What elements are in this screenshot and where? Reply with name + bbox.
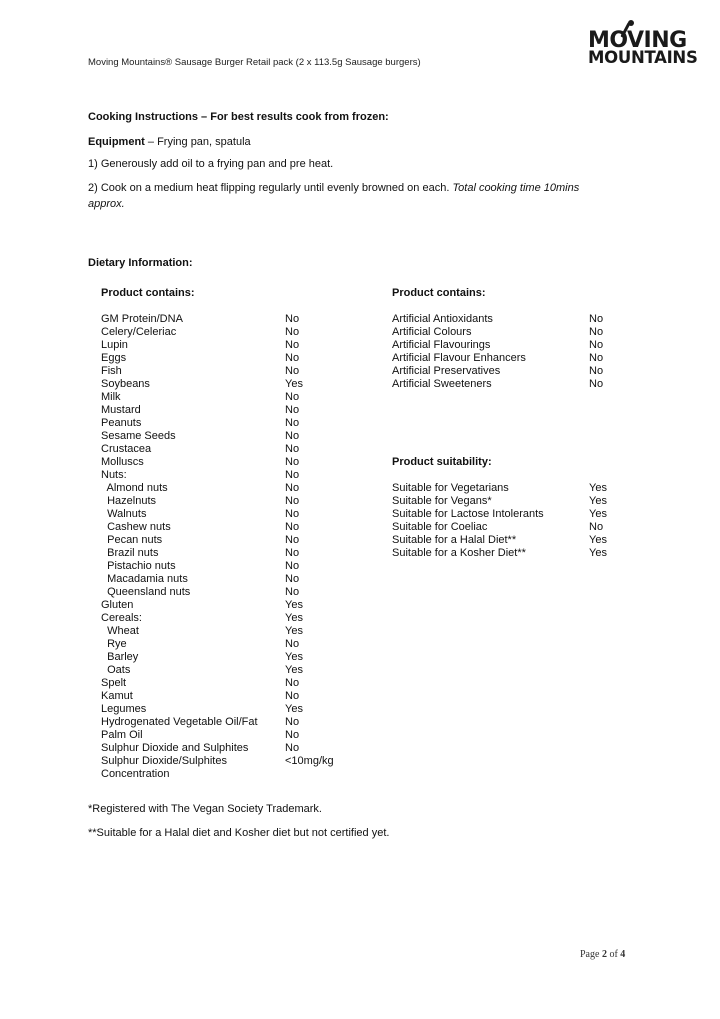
allergen-value: No xyxy=(285,573,300,585)
allergen-name: Sulphur Dioxide and Sulphites xyxy=(101,742,249,754)
allergen-name: Wheat xyxy=(101,625,139,637)
allergen-value: Yes xyxy=(285,703,303,715)
additive-value: No xyxy=(589,326,604,338)
allergen-name: Spelt xyxy=(101,677,127,689)
allergen-name: Milk xyxy=(101,391,121,403)
footnote-vegan: *Registered with The Vegan Society Trademark. xyxy=(88,803,322,815)
allergen-value: No xyxy=(285,365,300,377)
allergen-value: No xyxy=(285,560,300,572)
allergen-value: No xyxy=(285,521,300,533)
suitability-name: Suitable for a Kosher Diet** xyxy=(392,547,526,559)
page-word: Page xyxy=(580,949,602,960)
cooking-step-2-text: 2) Cook on a medium heat flipping regularly until evenly browned on each. xyxy=(88,182,453,194)
allergen-value: No xyxy=(285,339,300,351)
logo-line-1: MOVING xyxy=(588,28,687,53)
allergen-name: Peanuts xyxy=(101,417,142,429)
allergen-value: Yes xyxy=(285,378,303,390)
allergen-value: No xyxy=(285,547,300,559)
suitability-name: Suitable for Lactose Intolerants xyxy=(392,508,544,520)
allergen-value: Yes xyxy=(285,651,303,663)
allergen-name: Cashew nuts xyxy=(101,521,171,533)
additive-name: Artificial Sweeteners xyxy=(392,378,492,390)
allergen-value: No xyxy=(285,443,300,455)
allergen-name: Crustacea xyxy=(101,443,152,455)
allergen-name: Kamut xyxy=(101,690,133,702)
allergen-name: Walnuts xyxy=(101,508,147,520)
allergen-value: No xyxy=(285,391,300,403)
equipment-text: – Frying pan, spatula xyxy=(144,136,251,148)
allergen-value: Yes xyxy=(285,625,303,637)
additive-value: No xyxy=(589,378,604,390)
allergen-value: No xyxy=(285,534,300,546)
allergen-value: <10mg/kg xyxy=(285,755,334,767)
allergen-value: Yes xyxy=(285,612,303,624)
allergen-value: No xyxy=(285,469,300,481)
allergen-name: Rye xyxy=(101,638,127,650)
allergen-name: Mustard xyxy=(101,404,141,416)
equipment-label: Equipment xyxy=(88,136,145,148)
allergen-value: No xyxy=(285,508,300,520)
suitability-name: Suitable for a Halal Diet** xyxy=(392,534,517,546)
allergen-name: Cereals: xyxy=(101,612,142,624)
cooking-step-1: 1) Generously add oil to a frying pan and pre heat. xyxy=(88,158,334,170)
allergen-value: No xyxy=(285,313,300,325)
page-number xyxy=(580,949,625,960)
cooking-heading: Cooking Instructions – For best results cook from frozen: xyxy=(88,111,389,123)
document-title: Moving Mountains® Sausage Burger Retail pack (2 x 113.5g Sausage burgers) xyxy=(88,57,421,68)
allergen-value: No xyxy=(285,729,300,741)
allergen-name: Macadamia nuts xyxy=(101,573,188,585)
allergen-name: Pistachio nuts xyxy=(101,560,176,572)
page-current: 2 xyxy=(601,949,607,960)
suitability-heading: Product suitability: xyxy=(392,456,492,468)
allergen-value: No xyxy=(285,586,300,598)
allergen-value: Yes xyxy=(285,664,303,676)
suitability-value: No xyxy=(589,521,604,533)
allergen-value: No xyxy=(285,716,300,728)
additive-name: Artificial Flavour Enhancers xyxy=(392,352,526,364)
allergen-name: Pecan nuts xyxy=(101,534,163,546)
allergen-name: Hazelnuts xyxy=(101,495,157,507)
allergen-name: Legumes xyxy=(101,703,147,715)
additive-name: Artificial Preservatives xyxy=(392,365,501,377)
cooking-time-b: approx. xyxy=(88,198,125,210)
allergen-name: Concentration xyxy=(101,768,170,780)
allergen-name: Molluscs xyxy=(101,456,144,468)
cooking-time-a: Total cooking time 10mins xyxy=(452,182,580,194)
allergen-name: Palm Oil xyxy=(101,729,143,741)
allergen-name: Sesame Seeds xyxy=(101,430,176,442)
allergen-name: Celery/Celeriac xyxy=(101,326,177,338)
allergen-value: No xyxy=(285,326,300,338)
dietary-heading: Dietary Information: xyxy=(88,257,193,269)
allergen-name: Gluten xyxy=(101,599,134,611)
allergen-value: No xyxy=(285,638,300,650)
allergen-value: No xyxy=(285,690,300,702)
allergen-name: Sulphur Dioxide/Sulphites xyxy=(101,755,227,767)
allergen-name: Nuts: xyxy=(101,469,127,481)
left-contains-heading: Product contains: xyxy=(101,287,195,299)
suitability-value: Yes xyxy=(589,508,607,520)
right-contains-heading: Product contains: xyxy=(392,287,486,299)
additive-name: Artificial Colours xyxy=(392,326,472,338)
logo-line-2: MOUNTAINS xyxy=(588,48,698,67)
page-of: of xyxy=(606,949,621,960)
allergen-value: No xyxy=(285,404,300,416)
additive-value: No xyxy=(589,313,604,325)
allergen-name: Hydrogenated Vegetable Oil/Fat xyxy=(101,716,258,728)
allergen-value: No xyxy=(285,456,300,468)
allergen-value: No xyxy=(285,495,300,507)
additive-value: No xyxy=(589,365,604,377)
allergen-value: No xyxy=(285,430,300,442)
allergen-name: Brazil nuts xyxy=(101,547,159,559)
allergen-name: GM Protein/DNA xyxy=(101,313,183,325)
allergen-value: No xyxy=(285,482,300,494)
cooking-step-2 xyxy=(88,180,628,212)
allergen-name: Oats xyxy=(101,664,131,676)
equipment-line xyxy=(88,136,251,148)
allergen-name: Soybeans xyxy=(101,378,150,390)
allergen-value: No xyxy=(285,417,300,429)
suitability-name: Suitable for Coeliac xyxy=(392,521,488,533)
suitability-name: Suitable for Vegetarians xyxy=(392,482,509,494)
allergen-value: No xyxy=(285,677,300,689)
allergen-name: Fish xyxy=(101,365,122,377)
suitability-value: Yes xyxy=(589,547,607,559)
additive-name: Artificial Flavourings xyxy=(392,339,491,351)
allergen-value: No xyxy=(285,352,300,364)
allergen-name: Barley xyxy=(101,651,139,663)
allergen-value: Yes xyxy=(285,599,303,611)
allergen-value: No xyxy=(285,742,300,754)
moving-mountains-logo xyxy=(588,26,700,70)
suitability-name: Suitable for Vegans* xyxy=(392,495,492,507)
allergen-name: Eggs xyxy=(101,352,127,364)
footnote-halal-kosher: **Suitable for a Halal diet and Kosher diet but not certified yet. xyxy=(88,827,390,839)
suitability-value: Yes xyxy=(589,482,607,494)
allergen-name: Lupin xyxy=(101,339,128,351)
allergen-name: Queensland nuts xyxy=(101,586,191,598)
suitability-value: Yes xyxy=(589,495,607,507)
additive-value: No xyxy=(589,339,604,351)
fork-head-icon xyxy=(628,20,634,26)
additive-value: No xyxy=(589,352,604,364)
page-total: 4 xyxy=(620,949,626,960)
suitability-value: Yes xyxy=(589,534,607,546)
allergen-name: Almond nuts xyxy=(101,482,168,494)
additive-name: Artificial Antioxidants xyxy=(392,313,493,325)
